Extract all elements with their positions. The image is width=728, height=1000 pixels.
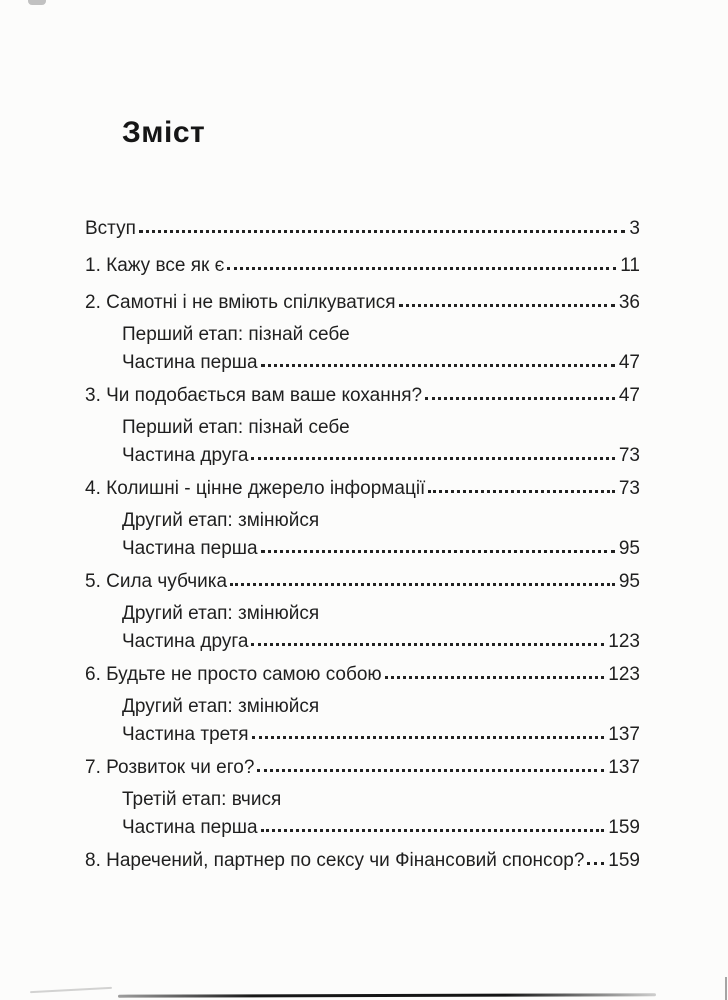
dot-leader <box>251 457 614 460</box>
table-of-contents <box>85 210 640 879</box>
toc-entry-page: 36 <box>618 291 640 313</box>
toc-sub-stage-line: Другий етап: змінюйся <box>122 510 320 531</box>
toc-entry-label: 1. Кажу все як є <box>85 254 225 276</box>
toc-sub-stage-line: Другий етап: змінюйся <box>122 603 320 624</box>
dot-leader <box>385 676 605 679</box>
toc-entry-page: 47 <box>618 352 640 373</box>
toc-entry-label: 3. Чи подобається вам ваше кохання? <box>85 384 423 406</box>
toc-entry-page: 159 <box>608 817 640 838</box>
toc-entry-label: Частина перша <box>122 817 258 838</box>
dot-leader <box>399 304 615 307</box>
toc-entry <box>85 754 640 782</box>
toc-entry-label: 4. Колишні - цінне джерело інформації <box>85 477 426 499</box>
dot-leader <box>252 736 605 739</box>
toc-entry <box>122 721 640 749</box>
dot-leader <box>261 550 615 553</box>
toc-entry-page: 3 <box>629 217 640 239</box>
dot-leader <box>230 583 615 586</box>
toc-entry <box>122 814 640 842</box>
toc-sub-entry <box>122 507 640 563</box>
dot-leader <box>139 230 626 233</box>
toc-entry-page: 137 <box>608 724 640 745</box>
dot-leader <box>261 364 615 367</box>
dot-leader <box>257 769 604 772</box>
toc-sub-entry <box>122 693 640 749</box>
toc-entry <box>85 289 640 317</box>
toc-entry-label: Частина друга <box>122 445 249 466</box>
toc-entry-label: Частина третя <box>122 724 249 745</box>
toc-sub-stage-line: Перший етап: пізнай себе <box>122 324 350 345</box>
dot-leader <box>261 829 605 832</box>
dot-leader <box>428 490 615 493</box>
toc-entry-page: 73 <box>618 477 640 499</box>
toc-sub-entry <box>122 414 640 470</box>
toc-entry <box>85 661 640 689</box>
toc-entry-label: 6. Будьте не просто самою собою <box>85 663 382 685</box>
dot-leader <box>425 397 615 400</box>
toc-entry <box>85 475 640 503</box>
toc-sub-stage-line: Перший етап: пізнай себе <box>122 417 350 438</box>
toc-entry <box>85 215 640 243</box>
toc-entry-label: 5. Сила чубчика <box>85 570 228 592</box>
toc-entry <box>85 568 640 596</box>
toc-entry-page: 95 <box>618 570 640 592</box>
toc-entry <box>122 535 640 563</box>
toc-entry-label: Частина друга <box>122 631 249 652</box>
toc-entry <box>122 349 640 377</box>
toc-entry-page: 47 <box>618 384 640 406</box>
toc-entry-page: 95 <box>618 538 640 559</box>
toc-entry-page: 123 <box>608 663 640 685</box>
toc-entry <box>122 442 640 470</box>
scan-smudge-bottom-left <box>30 987 112 993</box>
toc-sub-entry <box>122 600 640 656</box>
toc-entry-page: 137 <box>608 756 640 778</box>
toc-entry-label: 7. Розвиток чи его? <box>85 756 255 778</box>
page-title: Зміст <box>122 116 206 149</box>
toc-sub-entry <box>122 321 640 377</box>
toc-entry <box>85 847 640 875</box>
dot-leader <box>587 862 604 865</box>
scan-page-edge-right <box>725 977 727 1000</box>
scan-smudge-top-left <box>28 0 46 5</box>
toc-entry <box>85 382 640 410</box>
toc-sub-stage-line: Третій етап: вчися <box>122 789 282 810</box>
toc-entry-label: Частина перша <box>122 538 258 559</box>
dot-leader <box>251 643 604 646</box>
toc-entry-page: 11 <box>620 254 640 276</box>
toc-sub-stage-line: Другий етап: змінюйся <box>122 696 320 717</box>
toc-entry <box>85 252 640 280</box>
toc-entry-page: 159 <box>608 849 640 871</box>
toc-sub-entry <box>122 786 640 842</box>
toc-entry-label: 8. Наречений, партнер по сексу чи Фінансовий спонсор? <box>85 849 585 871</box>
toc-entry <box>122 628 640 656</box>
toc-entry-label: Частина перша <box>122 352 258 373</box>
toc-entry-page: 73 <box>618 445 640 466</box>
toc-entry-label: 2. Самотні і не вміють спілкуватися <box>85 291 396 313</box>
scan-page-edge-bottom <box>118 993 656 997</box>
dot-leader <box>227 267 616 270</box>
toc-entry-page: 123 <box>608 631 640 652</box>
toc-entry-label: Вступ <box>85 217 136 239</box>
